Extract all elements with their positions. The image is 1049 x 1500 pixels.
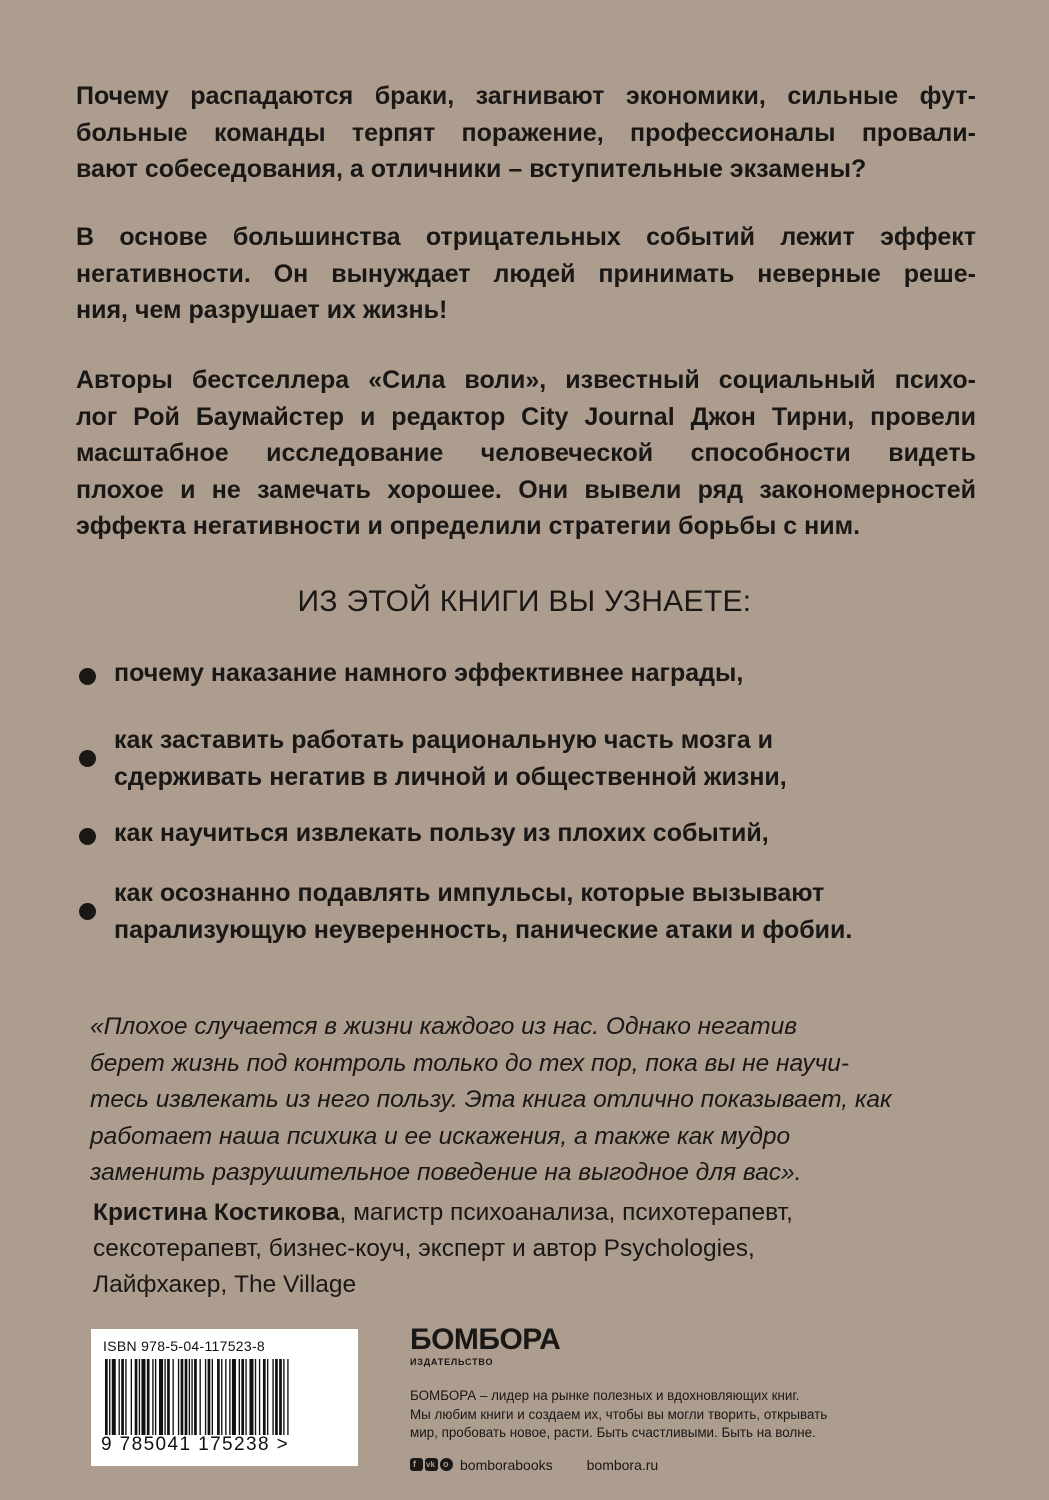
- social-handle[interactable]: bomborabooks: [460, 1456, 553, 1473]
- learn-heading: ИЗ ЭТОЙ КНИГИ ВЫ УЗНАЕТЕ:: [297, 585, 752, 618]
- bullet-text: парализующую неуверенность, панические атаки и фобии.: [114, 916, 853, 944]
- barcode-bar: [112, 1359, 116, 1435]
- barcode-bar: [109, 1359, 110, 1435]
- website-link[interactable]: bombora.ru: [586, 1456, 659, 1473]
- bullet-dot-icon: [79, 903, 96, 920]
- instagram-icon[interactable]: o: [440, 1458, 453, 1471]
- barcode-bar: [221, 1359, 222, 1435]
- quote-line: берет жизнь под контроль только до тех пор, пока вы не научи-: [90, 1049, 850, 1077]
- bullet-dot-icon: [79, 750, 96, 767]
- barcode-bar: [159, 1359, 163, 1435]
- barcode-bar: [208, 1359, 211, 1435]
- barcode-bar: [279, 1359, 282, 1435]
- description-line: Мы любим книги и создаем их, чтобы вы могли творить, открывать: [410, 1406, 828, 1422]
- text-line: Авторы бестселлера «Сила воли», известный социальный психо-: [76, 366, 976, 394]
- barcode-bar: [125, 1359, 126, 1435]
- barcode-bar: [147, 1359, 150, 1435]
- barcode-bar: [105, 1359, 108, 1435]
- facebook-icon[interactable]: f: [410, 1458, 423, 1471]
- bullet-text: как заставить работать рациональную часть мозга и: [114, 726, 773, 754]
- description-line: мир, пробовать новое, расти. Быть счастливыми. Быть на волне.: [410, 1425, 816, 1440]
- text-line: Почему распадаются браки, загнивают экономики, сильные фут-: [76, 82, 976, 110]
- barcode-bar: [191, 1359, 192, 1435]
- barcode-bar: [275, 1359, 278, 1435]
- review-quote: [90, 1009, 892, 1192]
- attribution-line: Лайфхакер, The Village: [93, 1271, 357, 1298]
- description-line: БОМБОРА – лидер на рынке полезных и вдохновляющих книг.: [410, 1388, 800, 1403]
- bullet-dot-icon: [79, 828, 96, 845]
- publisher-description: [410, 1387, 860, 1443]
- barcode-bar: [167, 1359, 170, 1435]
- barcode-bar: [141, 1359, 145, 1435]
- attribution-name: Кристина Костикова: [93, 1199, 340, 1226]
- barcode-bar: [205, 1359, 206, 1435]
- barcode-bar: [189, 1359, 190, 1435]
- barcode-bar: [255, 1359, 256, 1435]
- intro-paragraph-1: [76, 78, 976, 188]
- quote-line: «Плохое случается в жизни каждого из нас. Однако негатив: [90, 1013, 797, 1040]
- intro-paragraph-3: [76, 362, 976, 545]
- barcode-bar: [217, 1359, 220, 1435]
- barcode-bar: [225, 1359, 226, 1435]
- bullet-dot-icon: [79, 668, 96, 685]
- barcode-bar: [263, 1359, 266, 1435]
- vk-icon[interactable]: vk: [425, 1458, 438, 1471]
- text-line: ния, чем разрушает их жизнь!: [76, 296, 448, 324]
- barcode-bar: [249, 1359, 253, 1435]
- bullet-text: как осознанно подавлять импульсы, которые вызывают: [114, 879, 825, 907]
- bullet-text: почему наказание намного эффективнее награды,: [114, 659, 744, 687]
- barcode-bar: [259, 1359, 260, 1435]
- text-line: лог Рой Баумайстер и редактор City Journal Джон Тирни, провели: [76, 402, 976, 431]
- barcode-bar: [245, 1359, 246, 1435]
- barcode-bar: [239, 1359, 240, 1435]
- barcode-bar: [232, 1359, 236, 1435]
- barcode-digits: 9 785041 175238 >: [101, 1434, 290, 1455]
- barcode-bar: [135, 1359, 138, 1435]
- barcode-bar: [185, 1359, 188, 1435]
- quote-attribution: [93, 1195, 793, 1303]
- isbn-barcode: [91, 1329, 358, 1466]
- social-row: [410, 1457, 860, 1473]
- barcode-bar: [229, 1359, 230, 1435]
- barcode-bar: [241, 1359, 244, 1435]
- barcode-bar: [139, 1359, 140, 1435]
- bullet-text: сдерживать негатив в личной и общественной жизни,: [114, 763, 787, 791]
- attribution-line: сексотерапевт, бизнес-коуч, эксперт и автор Psychologies,: [93, 1235, 755, 1262]
- barcode-bar: [178, 1359, 179, 1435]
- barcode-bar: [272, 1359, 273, 1435]
- barcode-bar: [212, 1359, 213, 1435]
- barcode-bar: [283, 1359, 284, 1435]
- quote-line: заменить разрушительное поведение на выгодное для вас».: [90, 1159, 802, 1186]
- barcode-bar: [194, 1359, 197, 1435]
- barcode-bar: [121, 1359, 124, 1435]
- intro-paragraph-2: [76, 219, 976, 329]
- text-line: плохое и не замечать хорошее. Они вывели ряд закономерностей: [76, 475, 976, 504]
- quote-line: работает наша психика и ее искажения, а также как мудро: [90, 1122, 791, 1150]
- barcode-bar: [131, 1359, 132, 1435]
- publisher-block: [410, 1323, 860, 1473]
- barcode-bar: [164, 1359, 165, 1435]
- text-line: В основе большинства отрицательных событий лежит эффект: [76, 223, 976, 251]
- quote-line: тесь извлекать из него пользу. Эта книга отлично показывает, как: [90, 1086, 892, 1113]
- isbn-text: ISBN 978-5-04-117523-8: [103, 1338, 265, 1354]
- barcode-bar: [152, 1359, 153, 1435]
- barcode-bar: [155, 1359, 156, 1435]
- barcode-bar: [287, 1359, 288, 1435]
- text-line: эффекта негативности и определили стратегии борьбы с ним.: [76, 512, 861, 540]
- barcode-bar: [200, 1359, 201, 1435]
- barcode-bar: [267, 1359, 268, 1435]
- text-line: вают собеседования, а отличники – вступительные экзамены?: [76, 155, 867, 183]
- text-line: масштабное исследование человеческой способности видеть: [76, 439, 976, 467]
- publisher-logo: БОМБОРА: [410, 1323, 561, 1356]
- text-line: больные команды терпят поражение, профессионалы провали-: [76, 118, 976, 147]
- barcode-bar: [119, 1359, 120, 1435]
- text-line: негативности. Он вынуждает людей принимать неверные реше-: [76, 259, 976, 288]
- barcode-bar: [173, 1359, 174, 1435]
- bullet-text: как научиться извлекать пользу из плохих событий,: [114, 819, 769, 847]
- barcode-bar: [181, 1359, 184, 1435]
- publisher-logo-subtitle: ИЗДАТЕЛЬСТВО: [410, 1357, 494, 1367]
- barcode-bars: [105, 1359, 345, 1435]
- attribution-role: , магистр психоанализа, психотерапевт,: [339, 1199, 793, 1226]
